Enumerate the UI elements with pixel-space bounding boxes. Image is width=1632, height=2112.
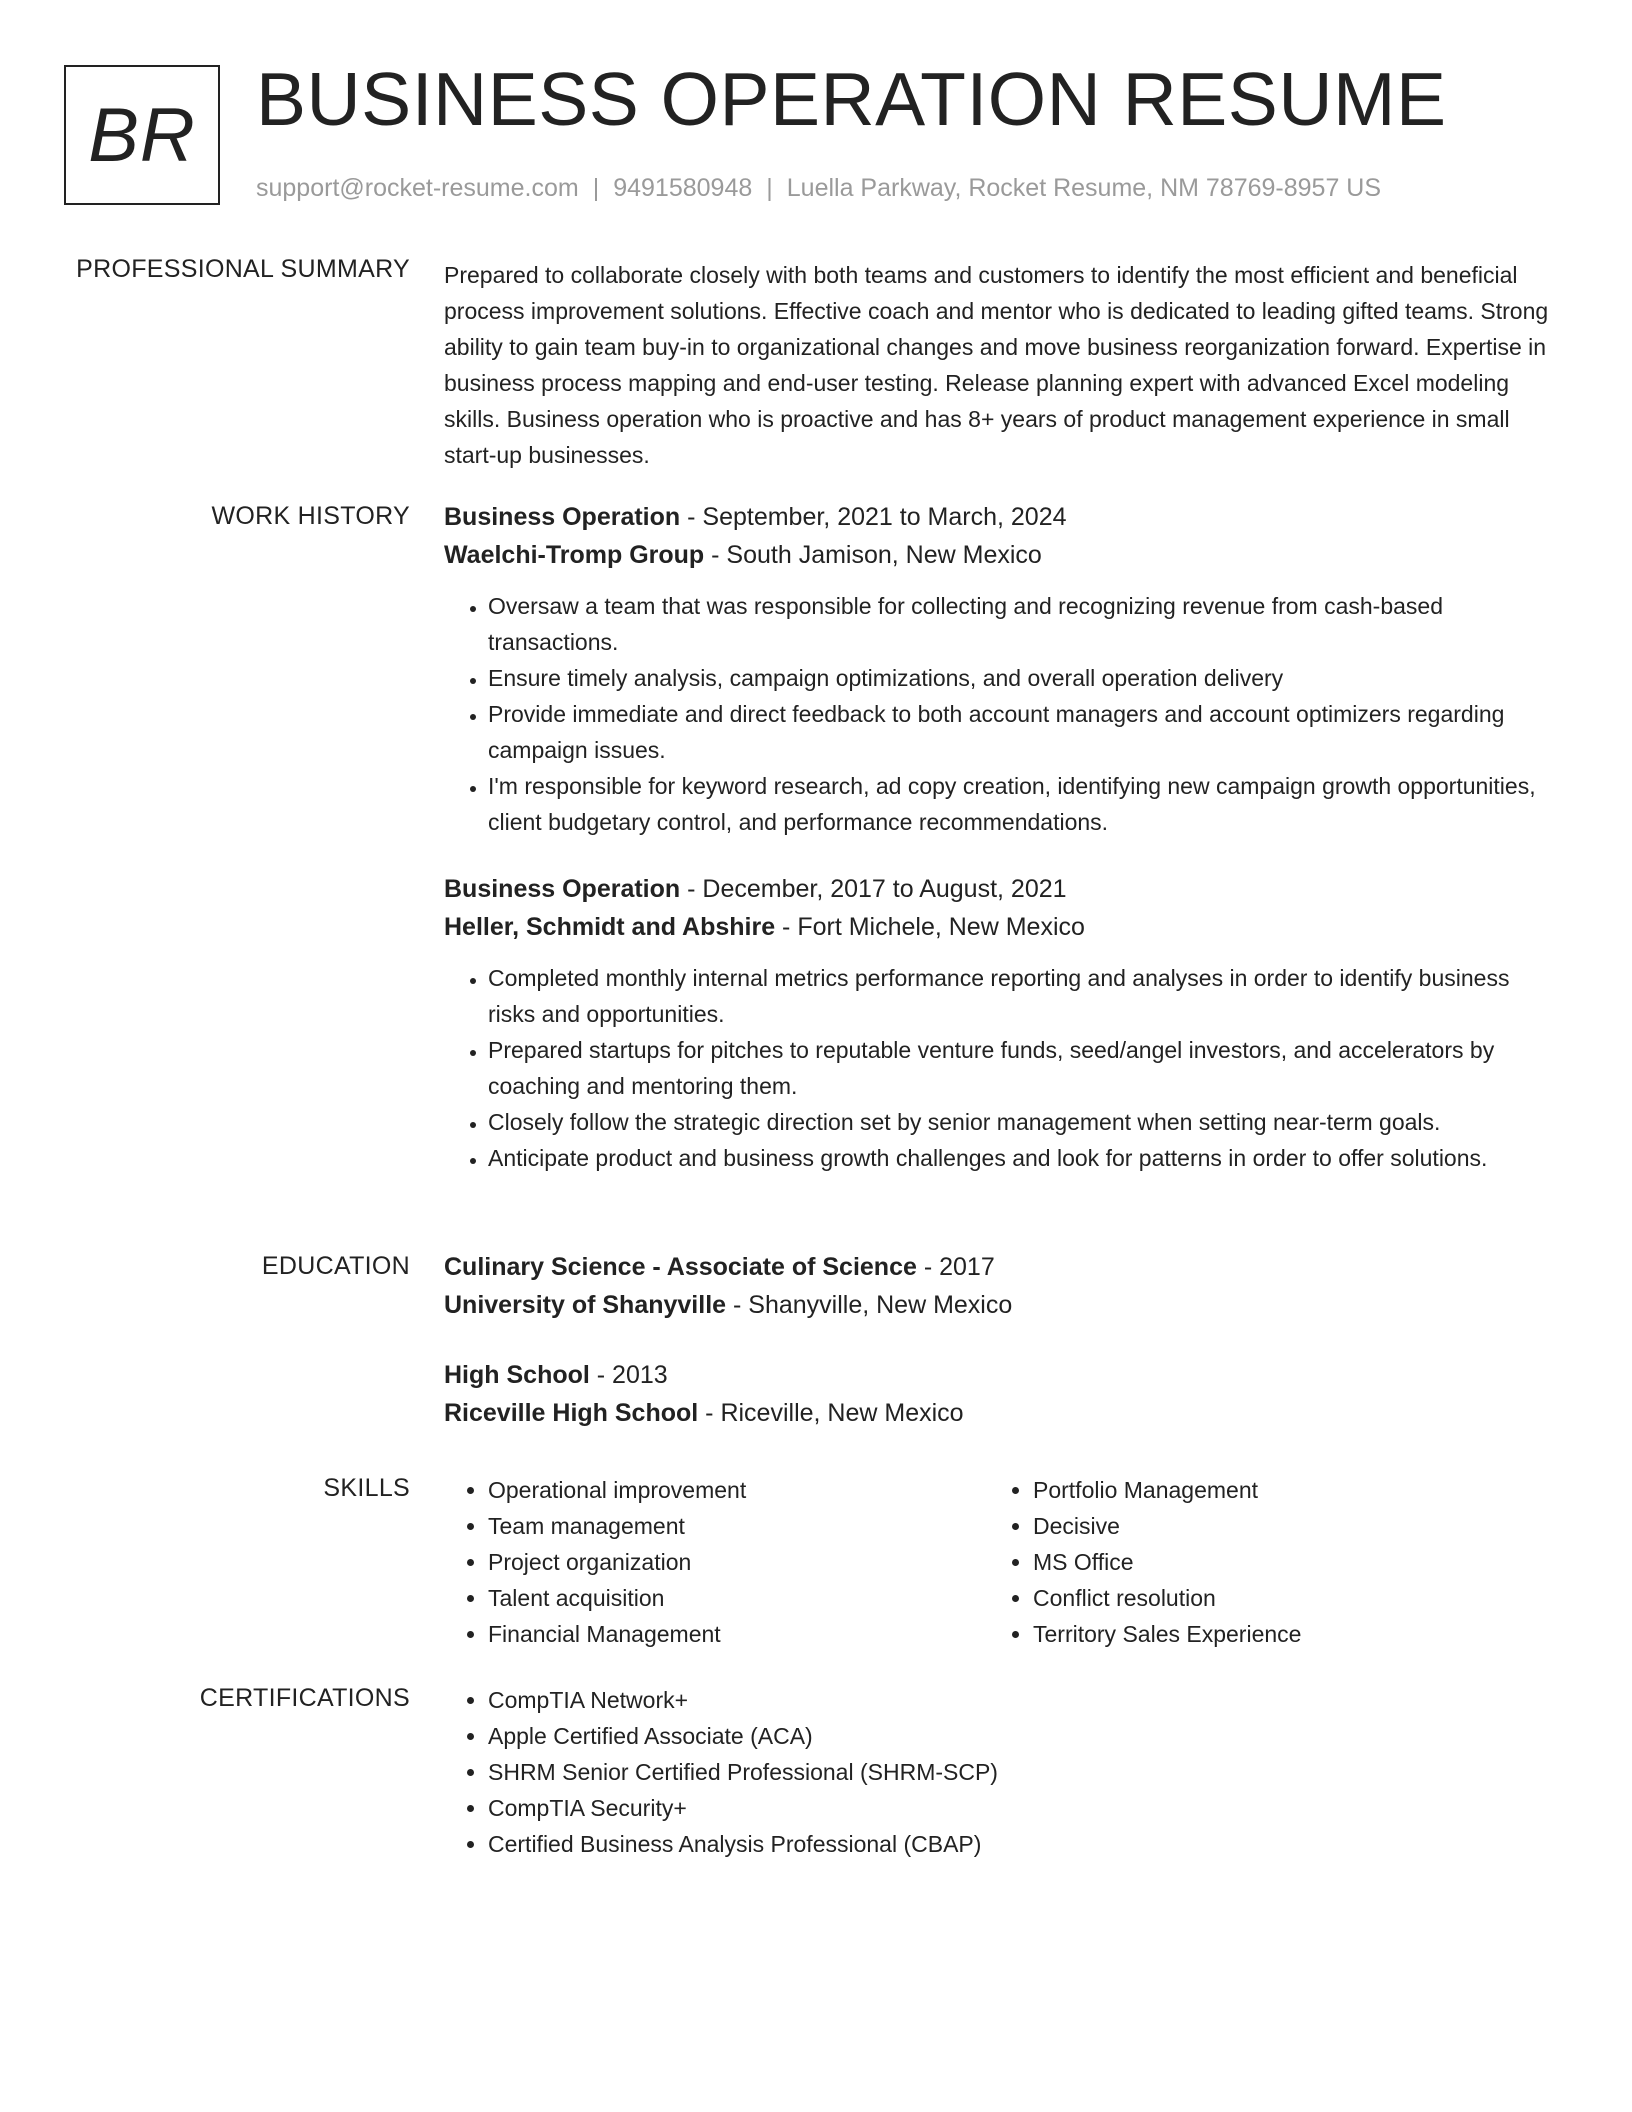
skill-item: • Talent acquisition [488,1580,989,1616]
school-line [444,1394,1554,1432]
job-company-line [444,536,1554,574]
job-bullet: • Ensure timely analysis, campaign optimizations, and overall operation delivery [488,660,1554,696]
job-company: Heller, Schmidt and Abshire [444,913,776,941]
contact-separator: | [766,174,773,202]
job-dates: - December, 2017 to August, 2021 [680,875,1067,903]
school-location: - Riceville, New Mexico [698,1399,964,1427]
skill-item: • Team management [488,1508,989,1544]
degree-line [444,1356,1554,1394]
degree: High School [444,1361,590,1389]
contact-email: support@rocket-resume.com [256,174,579,202]
job-bullet: • I'm responsible for keyword research, ad copy creation, identifying new campaign growth opportunities, client budgetary control, and performance recommendations. [488,768,1554,840]
certification-item: • Certified Business Analysis Professional (CBAP) [488,1826,1554,1862]
section-label-education: EDUCATION [261,1252,410,1280]
school-line [444,1286,1554,1324]
job-title-line [444,498,1554,536]
skill-item: • Conflict resolution [1033,1580,1534,1616]
degree-year: - 2017 [916,1253,995,1281]
resume-title: BUSINESS OPERATION RESUME [256,57,1447,141]
skills-column-right [989,1472,1534,1652]
job-bullet: • Oversaw a team that was responsible for collecting and recognizing revenue from cash-based transactions. [488,588,1554,660]
contact-address: Luella Parkway, Rocket Resume, NM 78769-8957 US [786,174,1382,202]
job-bullets [444,960,1554,1176]
job-company: Waelchi-Tromp Group [444,541,705,569]
job-entry [444,498,1554,840]
skill-item: • Operational improvement [488,1472,989,1508]
job-title-line [444,870,1554,908]
job-company-line [444,908,1554,946]
job-bullet: • Anticipate product and business growth challenges and look for patterns in order to offer solutions. [488,1140,1554,1176]
job-title: Business Operation [444,503,681,531]
job-location: - South Jamison, New Mexico [704,541,1042,569]
skill-item: • Project organization [488,1544,989,1580]
skills-list [444,1472,989,1652]
school-location: - Shanyville, New Mexico [726,1291,1013,1319]
job-bullets [444,588,1554,840]
section-label-work: WORK HISTORY [211,502,410,530]
education-entry [444,1356,1554,1432]
school: University of Shanyville [444,1291,727,1319]
job-dates: - September, 2021 to March, 2024 [680,503,1067,531]
skill-item: • Territory Sales Experience [1033,1616,1534,1652]
skills-column-left [444,1472,989,1652]
certification-item: • CompTIA Network+ [488,1682,1554,1718]
education-body [444,1248,1554,1432]
skill-item: • Portfolio Management [1033,1472,1534,1508]
job-location: - Fort Michele, New Mexico [775,913,1085,941]
section-label-summary: PROFESSIONAL SUMMARY [76,255,410,283]
certification-item: • Apple Certified Associate (ACA) [488,1718,1554,1754]
summary-text: Prepared to collaborate closely with both teams and customers to identify the most efficient and beneficial process improvement solutions. Effective coach and mentor who is dedicated to leading gifted teams. Strong ability to gain team buy-in to organizational changes and move business reorganization forward. Expertise in business process mapping and end-user testing. Release planning expert with advanced Excel modeling skills. Business operation who is proactive and has 8+ years of product management experience in small start-up businesses. [444,262,1549,468]
education-entry [444,1248,1554,1324]
school: Riceville High School [444,1399,699,1427]
skill-item: • Financial Management [488,1616,989,1652]
job-entry [444,870,1554,1176]
degree-year: - 2013 [589,1361,668,1389]
skills-columns [444,1472,1554,1652]
contact-separator: | [592,174,600,202]
job-bullet: • Completed monthly internal metrics performance reporting and analyses in order to identify business risks and opportunities. [488,960,1554,1032]
certifications-body [444,1682,1554,1862]
contact-phone: 9491580948 [613,174,753,202]
certifications-list [444,1682,1554,1862]
monogram-logo: BR [64,65,220,205]
skills-list [989,1472,1534,1652]
summary-body [444,257,1554,473]
contact-line [256,174,1381,203]
job-bullet: • Provide immediate and direct feedback to both account managers and account optimizers regarding campaign issues. [488,696,1554,768]
degree-line [444,1248,1554,1286]
job-title: Business Operation [444,875,681,903]
degree: Culinary Science - Associate of Science [444,1253,917,1281]
work-history-body [444,498,1554,1176]
certification-item: • SHRM Senior Certified Professional (SHRM-SCP) [488,1754,1554,1790]
skills-body [444,1472,1554,1652]
job-bullet: • Closely follow the strategic direction set by senior management when setting near-term goals. [488,1104,1554,1140]
job-bullet: • Prepared startups for pitches to reputable venture funds, seed/angel investors, and accelerators by coaching and mentoring them. [488,1032,1554,1104]
certification-item: • CompTIA Security+ [488,1790,1554,1826]
section-label-certifications: CERTIFICATIONS [199,1684,410,1712]
skill-item: • Decisive [1033,1508,1534,1544]
skill-item: • MS Office [1033,1544,1534,1580]
section-label-skills: SKILLS [323,1474,410,1502]
